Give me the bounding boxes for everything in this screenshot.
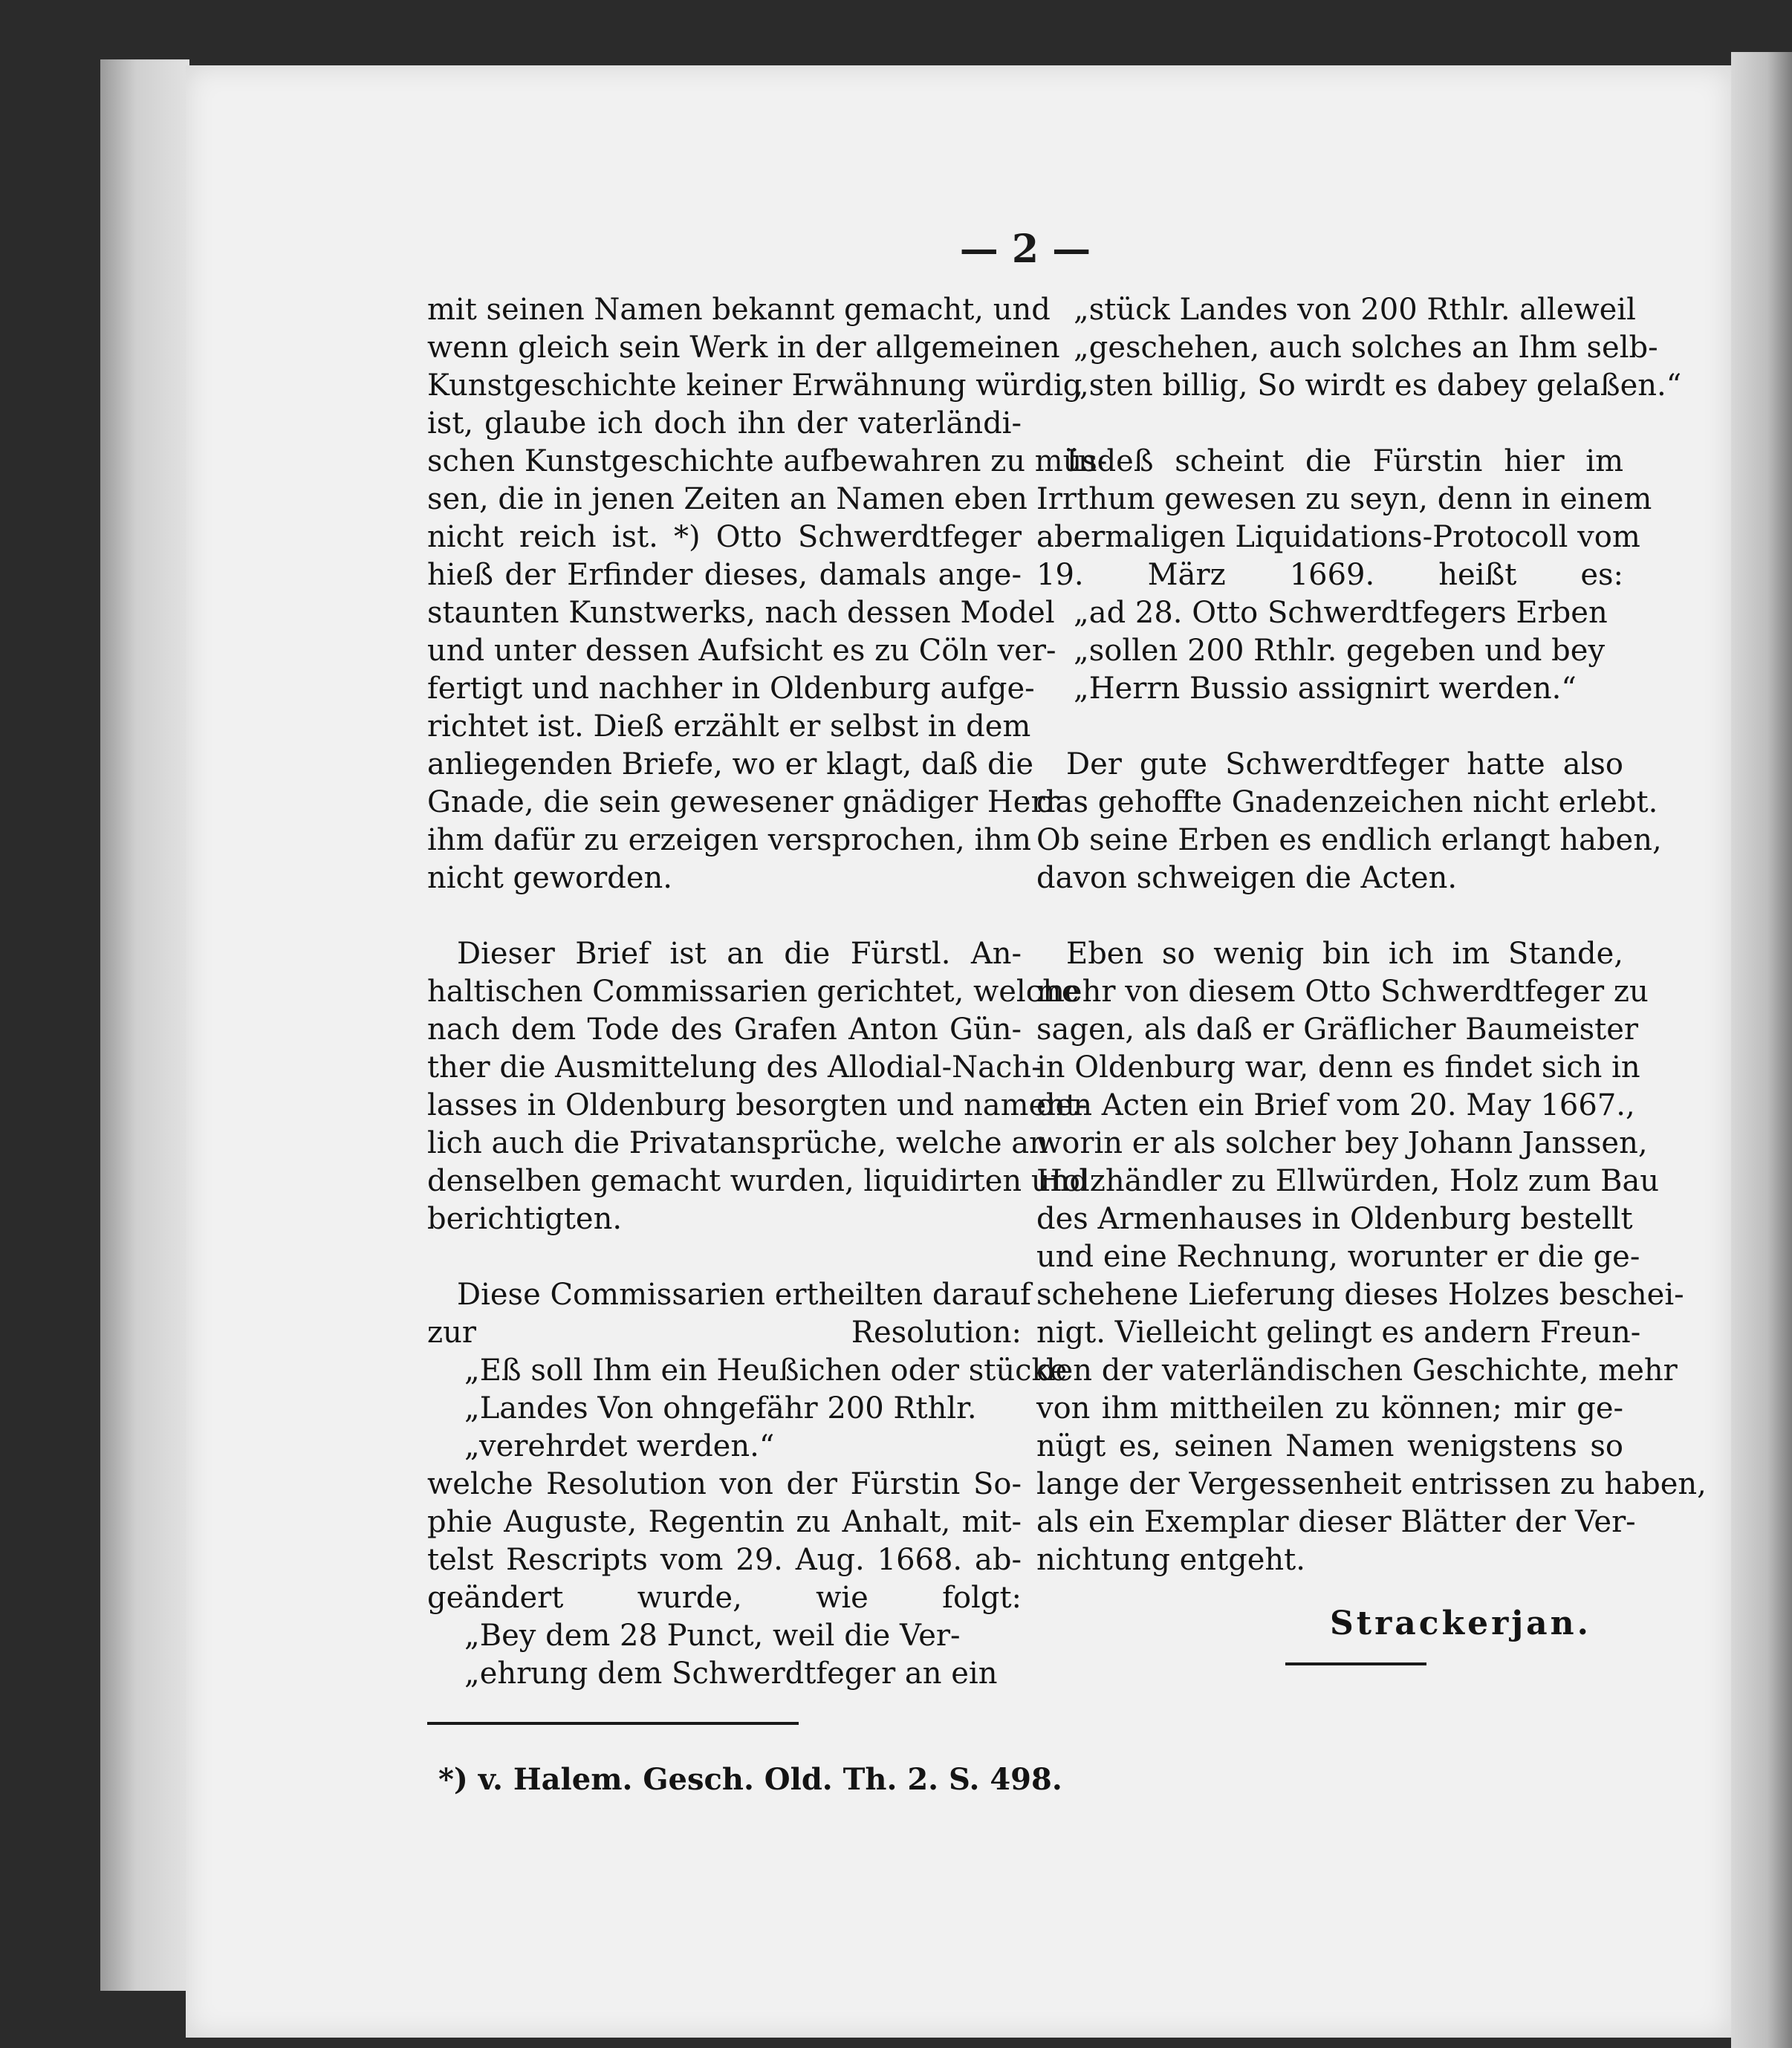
text-line: und unter dessen Aufsicht es zu Cöln ver- [427, 634, 1056, 668]
text-line: telst Rescripts vom 29. Aug. 1668. ab- [427, 1543, 1022, 1577]
book-binding-edge [100, 59, 189, 1991]
text-line: „sollen 200 Rthlr. gegeben und bey [1074, 634, 1606, 668]
text-line: „Eß soll Ihm ein Heußichen oder stücke [464, 1353, 1068, 1388]
text-line: Kunstgeschichte keiner Erwähnung würdig [427, 368, 1082, 403]
text-line: und eine Rechnung, worunter er die ge- [1036, 1240, 1640, 1274]
text-line: „Landes Von ohngefähr 200 Rthlr. [464, 1391, 977, 1426]
text-line: nach dem Tode des Grafen Anton Gün- [427, 1012, 1022, 1047]
text-line: „ad 28. Otto Schwerdtfegers Erben [1074, 596, 1608, 630]
text-line: staunten Kunstwerks, nach dessen Model [427, 596, 1055, 630]
text-line: lange der Vergessenheit entrissen zu haben, [1036, 1467, 1707, 1501]
text-line: welche Resolution von der Fürstin So- [427, 1467, 1022, 1501]
text-line: Irrthum gewesen zu seyn, denn in einem [1036, 482, 1652, 516]
text-line: zur Resolution: [427, 1316, 1022, 1350]
text-line: haltischen Commissarien gerichtet, welche [427, 975, 1080, 1009]
text-line: des Armenhauses in Oldenburg bestellt [1036, 1202, 1633, 1236]
right-text-column [1036, 291, 1707, 1617]
text-line: sen, die in jenen Zeiten an Namen eben [427, 482, 1028, 516]
text-line: „verehrdet werden.“ [464, 1429, 775, 1463]
text-line: „Herrn Bussio assignirt werden.“ [1074, 672, 1577, 706]
text-line: abermaligen Liquidations-Protocoll vom [1036, 520, 1640, 554]
text-line: Der gute Schwerdtfeger hatte also [1066, 747, 1623, 781]
text-line: 19. März 1669. heißt es: [1036, 558, 1623, 592]
text-line: ther die Ausmittelung des Allodial-Nach- [427, 1050, 1042, 1085]
text-line: Dieser Brief ist an die Fürstl. An- [457, 937, 1022, 971]
paragraph [1036, 746, 1662, 897]
page-number: — 2 — [959, 227, 1091, 272]
footnote: *) v. Halem. Gesch. Old. Th. 2. S. 498. [438, 1762, 1062, 1797]
text-line: ist, glaube ich doch ihn der vaterländi- [427, 406, 1022, 441]
text-line: von ihm mittheilen zu können; mir ge- [1036, 1391, 1623, 1426]
text-line: davon schweigen die Acten. [1036, 861, 1458, 895]
footnote-rule [427, 1722, 799, 1725]
text-line: „stück Landes von 200 Rthlr. alleweil [1074, 293, 1636, 327]
text-line: phie Auguste, Regentin zu Anhalt, mit- [427, 1505, 1022, 1539]
text-line: nigt. Vielleicht gelingt es andern Freun- [1036, 1316, 1641, 1350]
text-line: nicht reich ist. *) Otto Schwerdtfeger [427, 520, 1022, 554]
text-line: nichtung entgeht. [1036, 1543, 1305, 1577]
text-line: hieß der Erfinder dieses, damals ange- [427, 558, 1022, 592]
text-line: nügt es, seinen Namen wenigstens so [1036, 1429, 1623, 1463]
text-line: sagen, als daß er Gräflicher Baumeister [1036, 1012, 1638, 1047]
text-line: das gehoffte Gnadenzeichen nicht erlebt. [1036, 785, 1658, 819]
paragraph [1036, 443, 1652, 708]
text-line: anliegenden Briefe, wo er klagt, daß die [427, 747, 1034, 781]
text-line: fertigt und nachher in Oldenburg aufge- [427, 672, 1035, 706]
author-signature: Strackerjan. [1330, 1605, 1591, 1642]
text-line: den der vaterländischen Geschichte, mehr [1036, 1353, 1678, 1388]
paragraph [1036, 291, 1682, 405]
text-line: als ein Exemplar dieser Blätter der Ver- [1036, 1505, 1636, 1539]
text-line: nicht geworden. [427, 861, 672, 895]
text-line: „ehrung dem Schwerdtfeger an ein [464, 1657, 998, 1691]
text-line: „sten billig, So wirdt es dabey gelaßen.“ [1074, 368, 1682, 403]
text-line: ihm dafür zu erzeigen versprochen, ihm [427, 823, 1031, 857]
text-line: wenn gleich sein Werk in der allgemeinen [427, 331, 1060, 365]
signature-rule [1285, 1662, 1426, 1665]
text-line: worin er als solcher bey Johann Janssen, [1036, 1126, 1648, 1160]
next-page-edge [1731, 52, 1792, 2048]
text-line: Gnade, die sein gewesener gnädiger Herr [427, 785, 1059, 819]
text-line: Ob seine Erben es endlich erlangt haben, [1036, 823, 1662, 857]
left-text-column [427, 291, 1108, 1731]
text-line: lasses in Oldenburg besorgten und nament- [427, 1088, 1088, 1122]
text-line: „Bey dem 28 Punct, weil die Ver- [464, 1619, 961, 1653]
text-line: „geschehen, auch solches an Ihm selb- [1074, 331, 1658, 365]
paragraph [427, 1276, 1068, 1693]
text-line: denselben gemacht wurden, liquidirten und [427, 1164, 1088, 1198]
text-line: den Acten ein Brief vom 20. May 1667., [1036, 1088, 1635, 1122]
text-line: lich auch die Privatansprüche, welche an [427, 1126, 1048, 1160]
text-line: geändert wurde, wie folgt: [427, 1581, 1022, 1615]
text-line: mit seinen Namen bekannt gemacht, und [427, 293, 1051, 327]
text-line: Indeß scheint die Fürstin hier im [1066, 444, 1623, 478]
text-line: in Oldenburg war, denn es findet sich in [1036, 1050, 1640, 1085]
text-line: schen Kunstgeschichte aufbewahren zu müs- [427, 444, 1108, 478]
text-line: berichtigten. [427, 1202, 623, 1236]
text-line: schehene Lieferung dieses Holzes beschei- [1036, 1278, 1684, 1312]
text-line: Eben so wenig bin ich im Stande, [1066, 937, 1623, 971]
paragraph [427, 935, 1088, 1238]
text-line: richtet ist. Dieß erzählt er selbst in dem [427, 709, 1031, 744]
paragraph [1036, 935, 1707, 1579]
text-line: mehr von diesem Otto Schwerdtfeger zu [1036, 975, 1649, 1009]
text-line: Holzhändler zu Ellwürden, Holz zum Bau [1036, 1164, 1660, 1198]
paragraph [427, 291, 1108, 897]
text-line: Diese Commissarien ertheilten darauf [457, 1278, 1031, 1312]
